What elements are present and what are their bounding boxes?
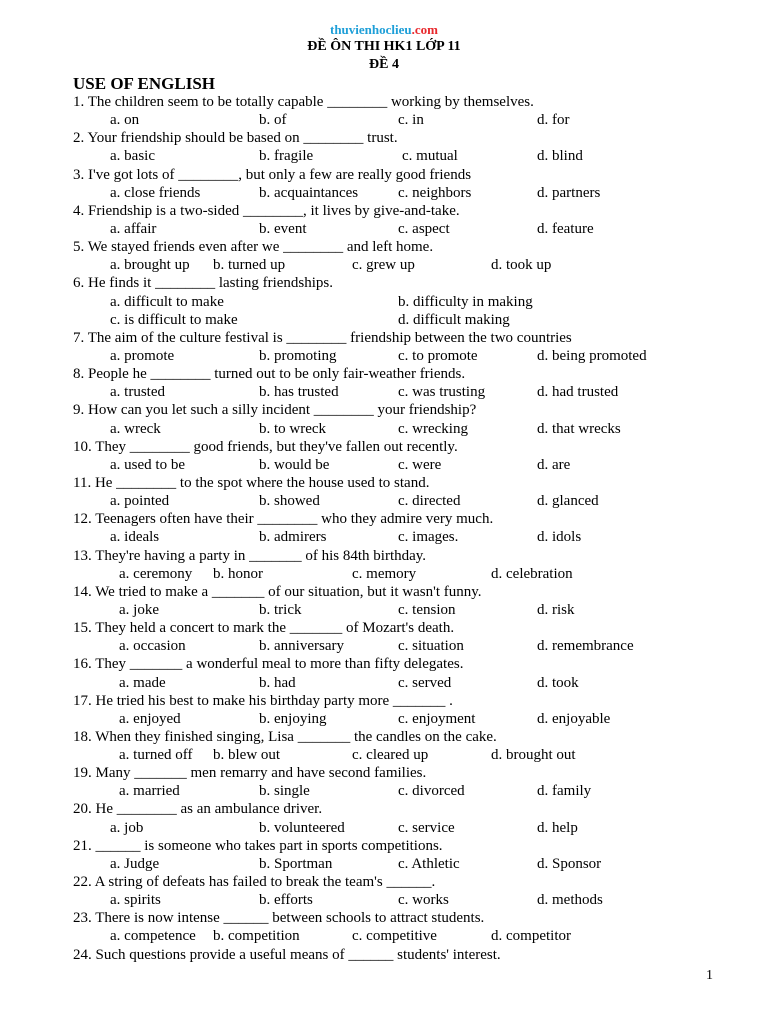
- answer-option[interactable]: c. were: [398, 456, 442, 473]
- answer-option[interactable]: b. event: [259, 220, 307, 237]
- question-text: 13. They're having a party in _______ of his 84th birthday.: [73, 547, 427, 564]
- question-stem: [0, 401, 768, 419]
- question-text: 19. Many _______ men remarry and have second families.: [73, 765, 427, 782]
- answer-option[interactable]: c. enjoyment: [398, 710, 476, 727]
- question-stem: [0, 837, 768, 855]
- answer-option[interactable]: b. trick: [259, 601, 302, 618]
- page-number: 1: [706, 968, 713, 983]
- answer-option[interactable]: c. situation: [398, 638, 464, 655]
- question-text: 12. Teenagers often have their ________ who they admire very much.: [73, 511, 494, 528]
- answer-option[interactable]: b. honor: [213, 565, 263, 582]
- answer-option[interactable]: c. served: [398, 674, 452, 691]
- answer-options: [0, 311, 768, 329]
- answer-option[interactable]: d. are: [537, 456, 571, 473]
- answer-option[interactable]: b. showed: [259, 493, 320, 510]
- answer-option[interactable]: a. joke: [119, 601, 159, 618]
- answer-option[interactable]: c. tension: [398, 601, 456, 618]
- answer-option[interactable]: c. to promote: [398, 347, 478, 364]
- answer-options: [0, 293, 768, 311]
- answer-option[interactable]: c. Athletic: [398, 855, 460, 872]
- answer-options: [0, 637, 768, 655]
- answer-option[interactable]: d. being promoted: [537, 347, 647, 364]
- answer-option[interactable]: c. was trusting: [398, 384, 486, 401]
- answer-option[interactable]: c. directed: [398, 493, 461, 510]
- answer-option[interactable]: d. brought out: [491, 747, 576, 764]
- answer-options: [0, 147, 768, 165]
- answer-option[interactable]: d. feature: [537, 220, 594, 237]
- answer-option[interactable]: c. in: [398, 112, 424, 129]
- answer-option[interactable]: b. anniversary: [259, 638, 344, 655]
- question-list: [0, 93, 768, 964]
- answer-option[interactable]: d. took up: [491, 257, 552, 274]
- answer-options: [0, 819, 768, 837]
- answer-option[interactable]: d. idols: [537, 529, 582, 546]
- question-stem: [0, 655, 768, 673]
- answer-option[interactable]: a. made: [119, 674, 166, 691]
- answer-option[interactable]: c. competitive: [352, 928, 437, 945]
- answer-option[interactable]: d. for: [537, 112, 570, 129]
- answer-options: [0, 674, 768, 692]
- answer-option[interactable]: b. acquaintances: [259, 184, 359, 201]
- question-text: 2. Your friendship should be based on ________ trust.: [73, 130, 398, 147]
- answer-option[interactable]: a. pointed: [110, 493, 170, 510]
- answer-option[interactable]: c. mutual: [402, 148, 458, 165]
- answer-option[interactable]: d. glanced: [537, 493, 599, 510]
- answer-option[interactable]: d. help: [537, 819, 578, 836]
- answer-option[interactable]: a. occasion: [119, 638, 186, 655]
- answer-option[interactable]: a. wreck: [110, 420, 161, 437]
- answer-option[interactable]: c. wrecking: [398, 420, 468, 437]
- answer-options: [0, 782, 768, 800]
- answer-option[interactable]: b. difficulty in making: [398, 293, 533, 310]
- answer-option[interactable]: a. spirits: [110, 892, 161, 909]
- answer-option[interactable]: c. is difficult to make: [110, 311, 238, 328]
- question-text: 6. He finds it ________ lasting friendships.: [73, 275, 333, 292]
- answer-option[interactable]: c. grew up: [352, 257, 415, 274]
- section-title: USE OF ENGLISH: [73, 74, 216, 93]
- site-watermark: [0, 22, 768, 38]
- answer-option[interactable]: d. that wrecks: [537, 420, 621, 437]
- question-text: 10. They ________ good friends, but they've fallen out recently.: [73, 438, 458, 455]
- exam-subtitle: ĐỀ 4: [369, 57, 399, 72]
- question-text: 14. We tried to make a _______ of our situation, but it wasn't funny.: [73, 583, 482, 600]
- answer-option[interactable]: b. blew out: [213, 747, 281, 764]
- answer-option[interactable]: d. remembrance: [537, 638, 634, 655]
- question-stem: [0, 692, 768, 710]
- question-text: 3. I've got lots of ________, but only a few are really good friends: [73, 166, 472, 183]
- answer-option[interactable]: c. neighbors: [398, 184, 472, 201]
- answer-option[interactable]: b. would be: [259, 456, 330, 473]
- question-text: 17. He tried his best to make his birthday party more _______ .: [73, 692, 453, 709]
- answer-option[interactable]: a. used to be: [110, 456, 185, 473]
- question-text: 1. The children seem to be totally capable ________ working by themselves.: [73, 94, 534, 110]
- answer-option[interactable]: a. turned off: [119, 747, 193, 764]
- question-stem: [0, 93, 768, 111]
- answer-option[interactable]: d. competitor: [491, 928, 571, 945]
- answer-options: [0, 927, 768, 945]
- answer-option[interactable]: a. difficult to make: [110, 293, 224, 310]
- answer-option[interactable]: a. on: [110, 112, 140, 129]
- answer-option[interactable]: b. efforts: [259, 892, 313, 909]
- answer-option[interactable]: d. risk: [537, 601, 575, 618]
- question-text: 24. Such questions provide a useful means of ______ students' interest.: [73, 946, 501, 963]
- question-text: 22. A string of defeats has failed to break the team's ______.: [73, 874, 436, 891]
- answer-options: [0, 601, 768, 619]
- answer-option[interactable]: d. blind: [537, 148, 583, 165]
- answer-options: [0, 220, 768, 238]
- answer-option[interactable]: a. Judge: [110, 855, 160, 872]
- question-text: 20. He ________ as an ambulance driver.: [73, 801, 323, 818]
- answer-option[interactable]: b. of: [259, 112, 287, 129]
- answer-option[interactable]: a. close friends: [110, 184, 201, 201]
- answer-options: [0, 347, 768, 365]
- answer-options: [0, 492, 768, 510]
- answer-option[interactable]: d. enjoyable: [537, 710, 611, 727]
- answer-options: [0, 256, 768, 274]
- answer-option[interactable]: c. aspect: [398, 220, 450, 237]
- answer-option[interactable]: b. to wreck: [259, 420, 327, 437]
- answer-option[interactable]: a. trusted: [110, 384, 165, 401]
- question-stem: [0, 166, 768, 184]
- answer-option[interactable]: a. enjoyed: [119, 710, 181, 727]
- answer-options: [0, 855, 768, 873]
- answer-option[interactable]: a. ideals: [110, 529, 160, 546]
- answer-option[interactable]: b. admirers: [259, 529, 327, 546]
- question-text: 4. Friendship is a two-sided ________, it lives by give-and-take.: [73, 202, 460, 219]
- answer-option[interactable]: c. service: [398, 819, 455, 836]
- answer-option[interactable]: c. memory: [352, 565, 417, 582]
- answer-option[interactable]: a. married: [119, 783, 180, 800]
- answer-option[interactable]: b. promoting: [259, 347, 337, 364]
- question-stem: [0, 365, 768, 383]
- question-stem: [0, 547, 768, 565]
- answer-options: [0, 565, 768, 583]
- question-stem: [0, 583, 768, 601]
- answer-options: [0, 111, 768, 129]
- question-text: 9. How can you let such a silly incident ________ your friendship?: [73, 402, 477, 419]
- answer-option[interactable]: d. Sponsor: [537, 855, 602, 872]
- question-stem: [0, 873, 768, 891]
- question-text: 5. We stayed friends even after we ________ and left home.: [73, 239, 434, 256]
- answer-option[interactable]: b. enjoying: [259, 710, 327, 727]
- question-text: 11. He ________ to the spot where the house used to stand.: [73, 474, 430, 491]
- question-stem: [0, 474, 768, 492]
- answer-option[interactable]: c. cleared up: [352, 747, 429, 764]
- answer-option[interactable]: b. volunteered: [259, 819, 345, 836]
- answer-option[interactable]: d. celebration: [491, 565, 573, 582]
- question-text: 18. When they finished singing, Lisa _______ the candles on the cake.: [73, 728, 497, 745]
- question-text: 16. They _______ a wonderful meal to more than fifty delegates.: [73, 656, 464, 673]
- question-stem: [0, 438, 768, 456]
- question-text: 21. ______ is someone who takes part in sports competitions.: [73, 837, 443, 854]
- answer-options: [0, 456, 768, 474]
- question-stem: [0, 800, 768, 818]
- question-stem: [0, 764, 768, 782]
- answer-option[interactable]: a. brought up: [110, 257, 190, 274]
- question-stem: [0, 274, 768, 292]
- question-stem: [0, 129, 768, 147]
- answer-options: [0, 710, 768, 728]
- answer-options: [0, 184, 768, 202]
- question-text: 8. People he ________ turned out to be only fair-weather friends.: [73, 366, 466, 383]
- answer-options: [0, 383, 768, 401]
- question-stem: [0, 619, 768, 637]
- site-domain: .com: [411, 22, 438, 37]
- answer-option[interactable]: b. single: [259, 783, 310, 800]
- answer-option[interactable]: c. works: [398, 892, 449, 909]
- answer-option[interactable]: b. fragile: [259, 148, 314, 165]
- answer-option[interactable]: a. competence: [110, 928, 196, 945]
- answer-option[interactable]: d. had trusted: [537, 384, 619, 401]
- answer-options: [0, 420, 768, 438]
- question-stem: [0, 946, 768, 964]
- exam-title: ĐỀ ÔN THI HK1 LỚP 11: [307, 39, 461, 54]
- answer-option[interactable]: a. basic: [110, 148, 155, 165]
- question-stem: [0, 202, 768, 220]
- answer-options: [0, 891, 768, 909]
- answer-option[interactable]: d. family: [537, 783, 592, 800]
- answer-option[interactable]: d. took: [537, 674, 579, 691]
- answer-options: [0, 746, 768, 764]
- answer-option[interactable]: a. ceremony: [119, 565, 193, 582]
- question-stem: [0, 909, 768, 927]
- answer-option[interactable]: c. images.: [398, 529, 459, 546]
- answer-options: [0, 528, 768, 546]
- site-name: thuvienhoclieu: [330, 22, 412, 37]
- answer-option[interactable]: a. promote: [110, 347, 175, 364]
- question-stem: [0, 238, 768, 256]
- question-stem: [0, 728, 768, 746]
- question-stem: [0, 329, 768, 347]
- answer-option[interactable]: a. affair: [110, 220, 157, 237]
- question-text: 15. They held a concert to mark the _______ of Mozart's death.: [73, 620, 455, 637]
- answer-option[interactable]: d. difficult making: [398, 311, 510, 328]
- question-text: 7. The aim of the culture festival is ________ friendship between the two countries: [73, 329, 572, 346]
- answer-option[interactable]: d. partners: [537, 184, 601, 201]
- answer-option[interactable]: a. job: [110, 819, 144, 836]
- answer-option[interactable]: b. has trusted: [259, 384, 339, 401]
- answer-option[interactable]: d. methods: [537, 892, 603, 909]
- answer-option[interactable]: b. Sportman: [259, 855, 333, 872]
- answer-option[interactable]: b. had: [259, 674, 296, 691]
- answer-option[interactable]: b. competition: [213, 928, 300, 945]
- answer-option[interactable]: c. divorced: [398, 783, 465, 800]
- question-text: 23. There is now intense ______ between schools to attract students.: [73, 910, 485, 927]
- question-stem: [0, 510, 768, 528]
- answer-option[interactable]: b. turned up: [213, 257, 286, 274]
